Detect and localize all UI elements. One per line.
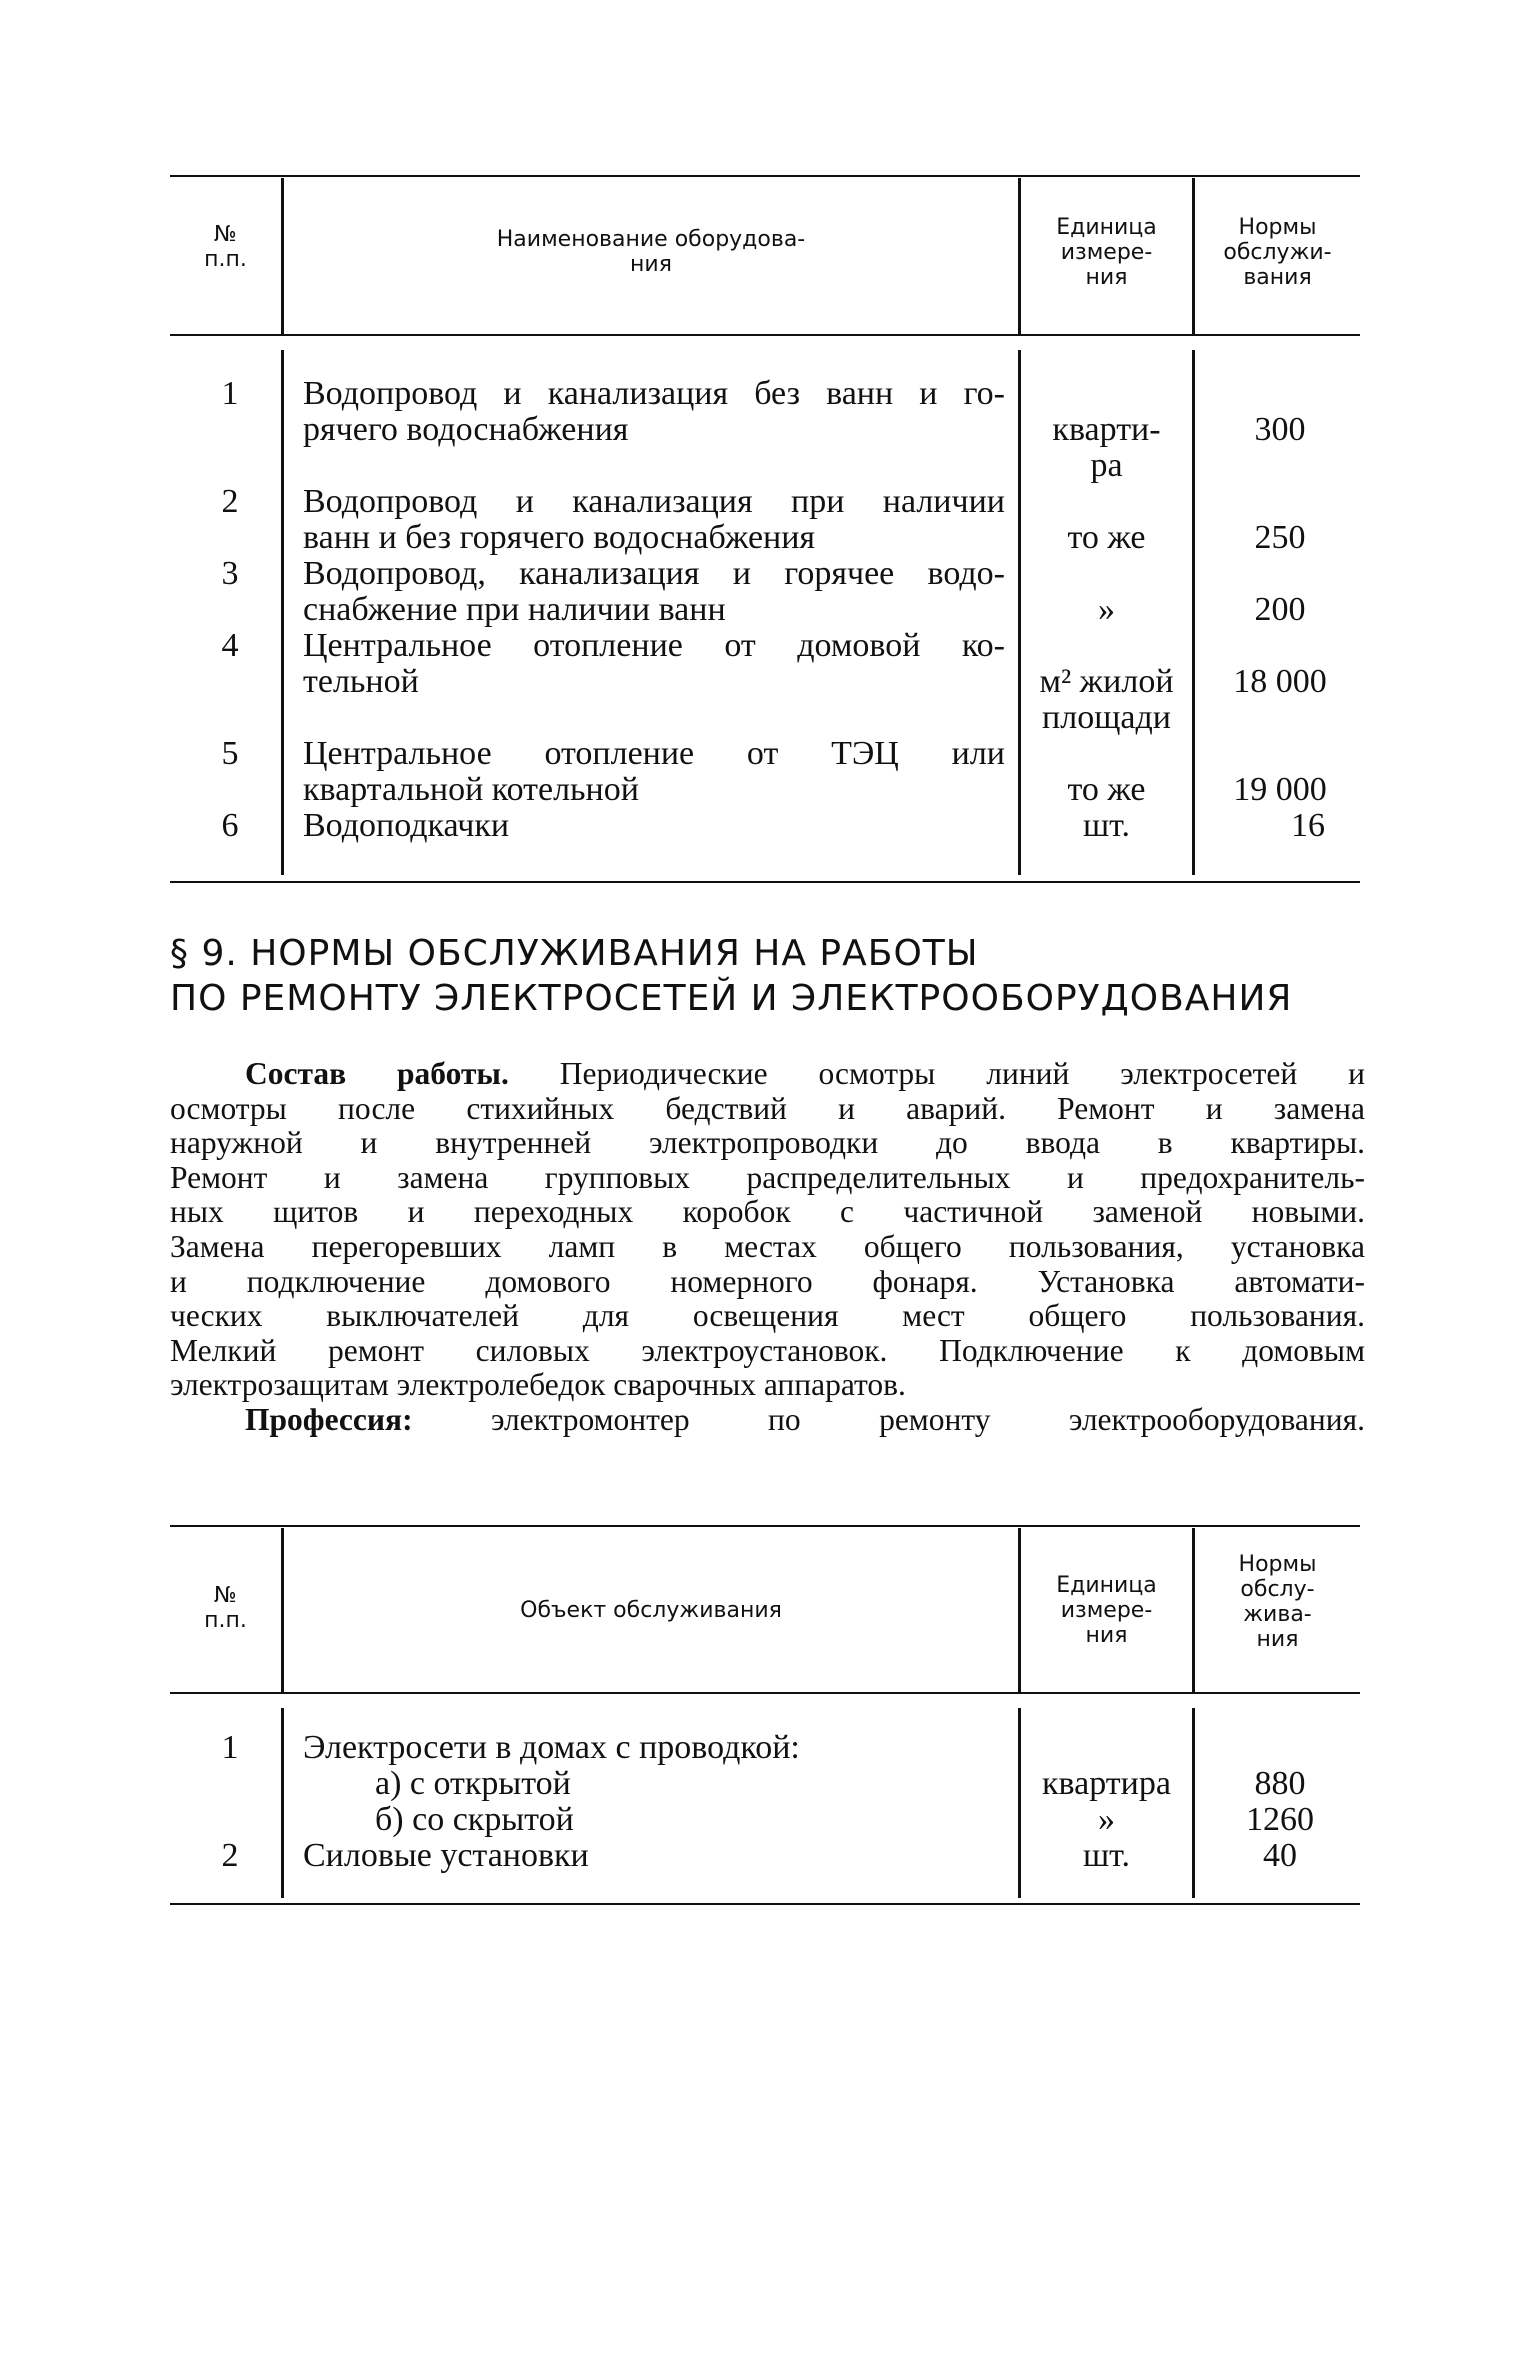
row-name-line: Центральное отопление от домовой ко- [303,627,1005,664]
table1-header-norm: Нормы обслужи- вания [1223,215,1332,290]
table2-top-rule [170,1525,1360,1527]
table1-col-divider [281,350,284,875]
row-norm: 19 000 [1233,771,1327,808]
row-number: 2 [221,483,239,520]
row-norm: 18 000 [1233,663,1327,700]
row-name-line: тельной [303,663,419,700]
row-number: 1 [221,1729,239,1766]
table1-top-rule [170,175,1360,177]
paragraph-line: осмотры после стихийных бедствий и аварий. Ремонт и замена [170,1090,1365,1126]
row-number: 4 [221,627,239,664]
row-unit: квартира [1042,1765,1171,1802]
row-number: 3 [221,555,239,592]
profession-label: Профессия: [245,1401,413,1437]
row-name: Электросети в домах с проводкой: [303,1729,800,1766]
row-norm: 16 [1291,807,1325,844]
table1-bottom-rule [170,881,1360,883]
row-name-line: Центральное отопление от ТЭЦ или [303,735,1005,772]
row-number: 6 [221,807,239,844]
paragraph-line: ных щитов и переходных коробок с частичной заменой новыми. [170,1194,1365,1230]
table2-header-norm: Нормы обслу- жива- ния [1238,1552,1317,1652]
row-unit-line: площади [1042,699,1171,736]
section-title-line-1: § 9. НОРМЫ ОБСЛУЖИВАНИЯ НА РАБОТЫ [170,933,979,974]
table2-header-name: Объект обслуживания [520,1598,782,1623]
table1-header-name: Наименование оборудова- ния [496,227,806,277]
row-norm: 300 [1254,411,1306,448]
paragraph-line: электрозащитам электролебедок сварочных аппаратов. [170,1367,906,1403]
table1-header-unit: Единица измере- ния [1056,215,1157,290]
row-name-line: ванн и без горячего водоснабжения [303,519,816,556]
paragraph-line: Ремонт и замена групповых распределительных и предохранитель- [170,1159,1365,1195]
composition-paragraph [170,1057,1365,1438]
paragraph-line: наружной и внутренней электропроводки до ввода в квартиры. [170,1125,1365,1161]
row-name: а) с открытой [375,1765,571,1802]
table2-header-unit: Единица измере- ния [1056,1573,1157,1648]
row-name-line: Водопровод и канализация при наличии [303,483,1005,520]
row-name-line: рячего водоснабжения [303,411,629,448]
row-unit-line: то же [1067,771,1146,808]
paragraph-line: Состав работы. Периодические осмотры линий электросетей и [245,1056,1365,1091]
row-unit: » [1098,1801,1115,1838]
paragraph-line: Замена перегоревших ламп в местах общего пользования, установка [170,1228,1365,1264]
row-number: 1 [221,375,239,412]
row-unit-line: то же [1067,519,1146,556]
row-number: 5 [221,735,239,772]
table1-header-rule [170,334,1360,336]
row-norm: 250 [1254,519,1306,556]
table1-header-num: № п.п. [204,222,247,272]
paragraph-line: ческих выключателей для освещения мест общего пользования. [170,1298,1365,1334]
table2-col-divider [1192,1708,1195,1898]
row-unit-line: ра [1090,447,1123,484]
paragraph-line: и подключение домового номерного фонаря. Установка автомати- [170,1263,1365,1299]
table1-col-divider [1192,350,1195,875]
paragraph-line: Мелкий ремонт силовых электроустановок. Подключение к домовым [170,1332,1365,1368]
row-name-line: квартальной котельной [303,771,639,808]
row-unit-line: кварти- [1052,411,1161,448]
row-name: Силовые установки [303,1837,589,1874]
row-name-line: Водопровод и канализация без ванн и го- [303,375,1005,412]
table2-col-divider [281,1708,284,1898]
row-unit-line: шт. [1083,807,1130,844]
table2-header-rule [170,1692,1360,1694]
row-name: б) со скрытой [375,1801,574,1838]
table2-header-num: № п.п. [204,1583,247,1633]
profession-line: Профессия: электромонтер по ремонту электрооборудования. [245,1401,1365,1437]
row-name-line: Водоподкачки [303,807,510,844]
row-unit-line: м² жилой [1039,663,1174,700]
row-name-line: снабжение при наличии ванн [303,591,726,628]
row-norm: 1260 [1246,1801,1314,1838]
row-norm: 40 [1263,1837,1297,1874]
row-unit: шт. [1083,1837,1130,1874]
row-unit-line: » [1098,591,1115,628]
row-norm: 200 [1254,591,1306,628]
table2-bottom-rule [170,1903,1360,1905]
composition-label: Состав работы. [245,1056,509,1091]
row-number: 2 [221,1837,239,1874]
row-name-line: Водопровод, канализация и горячее водо- [303,555,1005,592]
row-norm: 880 [1254,1765,1306,1802]
section-title-line-2: ПО РЕМОНТУ ЭЛЕКТРОСЕТЕЙ И ЭЛЕКТРООБОРУДОВАНИЯ [170,978,1293,1019]
